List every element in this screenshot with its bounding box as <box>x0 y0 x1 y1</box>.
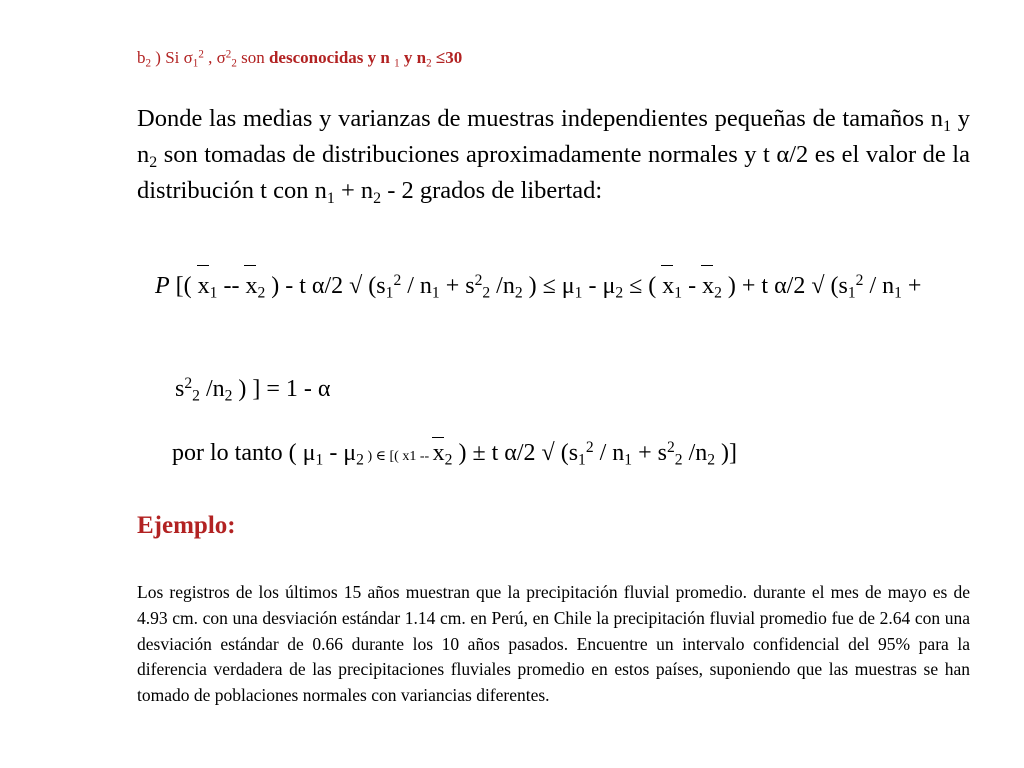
x-bar-4: x <box>702 268 714 305</box>
probability-formula: P [( $x_1 -- x_2$ ) - t α/2 √ ($s_1^2 / n_1 + s^2_2$ $/n_2$ ) ≤ $\mu_1 - \mu_2$ ≤ ( $x_1 - x_2$ ) + t α/2 √ ($s_1^2 / n_1$ + <box>137 268 972 305</box>
x-bar-5: x <box>432 440 445 466</box>
x-bar-2: x <box>245 268 257 305</box>
example-paragraph: Los registros de los últimos 15 años muestran que la precipitación fluvial promedio. durante el mes de mayo es de 4.93 cm. con una desviación estándar 1.14 cm. en Perú, en Chile la precipitación fluvial promedio fue de 2.64 con una desviación estándar de 0.66 durante los 10 años pasados. Encuentre un intervalo confidencial del 95% para la diferencia verdadera de las precipitaciones fluviales promedio en estos países, suponiendo que las muestras se han tomado de poblaciones normales con variancias diferentes. <box>137 582 970 706</box>
x-bar-1: x <box>198 268 210 305</box>
confidence-interval-formula: por lo tanto ( $\mu_1 - \mu_2$ ) ∈ [( $x1 -- x_2$ ) ± t α/2 √ ($s_1^2 / n_1 + s^2_2$ $/n_2$ )] <box>172 439 738 469</box>
case-condition-line: $b_2$ ) Si $\sigma_1^2$ , $\sigma^2_2$ son desconocidas y n $_1$ y $n_2 \le 30$ <box>137 48 463 70</box>
formula-continuation: $s^2_2$ $/n_2$ ) ] = 1 - α <box>175 375 331 405</box>
explanation-paragraph: Donde las medias y varianzas de muestras independientes pequeñas de tamaños $n_1$ y $n_2$ son tomadas de distribuciones aproximadamente normales y t α/2 es el valor de la distribución t con $n_1 + n_2 - 2$ grados de libertad: <box>137 105 970 207</box>
example-heading: Ejemplo: <box>137 512 236 539</box>
x-bar-3: x <box>662 268 674 305</box>
